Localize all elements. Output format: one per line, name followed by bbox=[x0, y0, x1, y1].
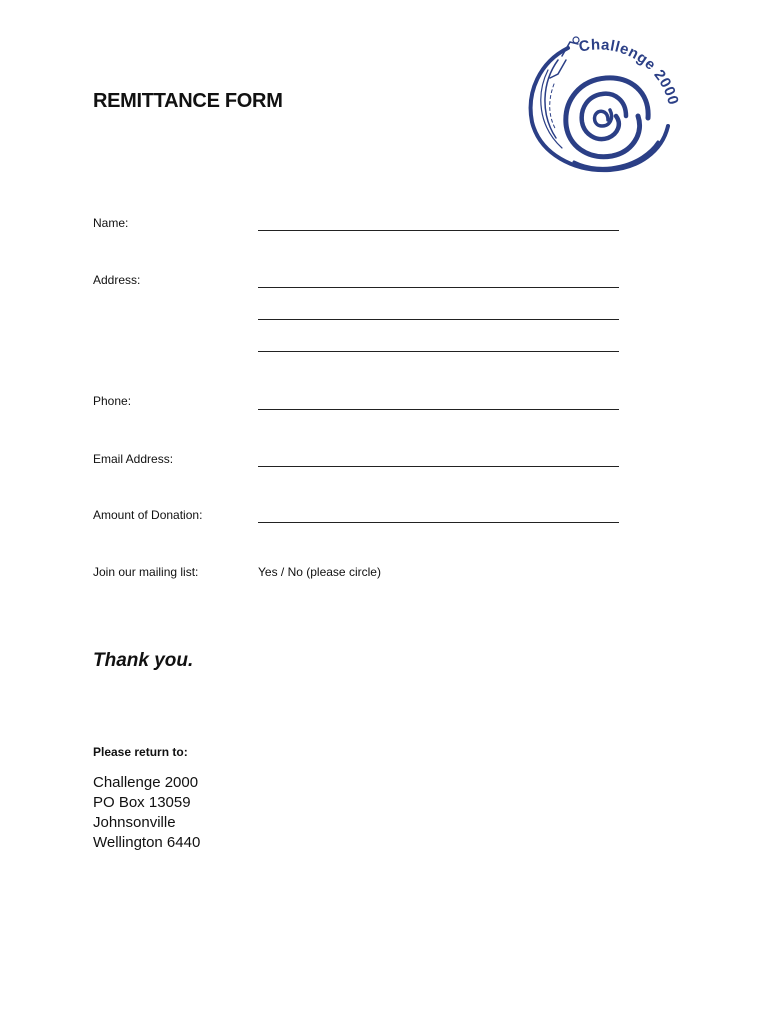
name-label: Name: bbox=[93, 216, 129, 230]
donation-line[interactable] bbox=[258, 522, 619, 523]
form-title: REMITTANCE FORM bbox=[93, 90, 283, 112]
mailing-list-choice[interactable]: Yes / No (please circle) bbox=[258, 565, 381, 579]
mailing-list-label: Join our mailing list: bbox=[93, 565, 199, 579]
return-address-line: Wellington 6440 bbox=[93, 834, 201, 851]
logo-text: Challenge 2000 bbox=[577, 36, 682, 108]
address-line-1[interactable] bbox=[258, 287, 619, 288]
challenge-2000-logo bbox=[518, 30, 688, 178]
phone-label: Phone: bbox=[93, 394, 132, 408]
return-address bbox=[93, 773, 200, 853]
thank-you-text: Thank you. bbox=[93, 650, 194, 671]
return-address-line: Challenge 2000 bbox=[93, 774, 199, 791]
return-heading: Please return to: bbox=[93, 745, 188, 759]
address-line-3[interactable] bbox=[258, 351, 619, 352]
email-line[interactable] bbox=[258, 466, 619, 467]
phone-line[interactable] bbox=[258, 409, 619, 410]
donation-label: Amount of Donation: bbox=[93, 508, 203, 522]
name-line[interactable] bbox=[258, 230, 619, 231]
address-label: Address: bbox=[93, 273, 141, 287]
return-address-line: PO Box 13059 bbox=[93, 794, 191, 811]
return-address-line: Johnsonville bbox=[93, 814, 176, 831]
email-label: Email Address: bbox=[93, 452, 174, 466]
address-line-2[interactable] bbox=[258, 319, 619, 320]
